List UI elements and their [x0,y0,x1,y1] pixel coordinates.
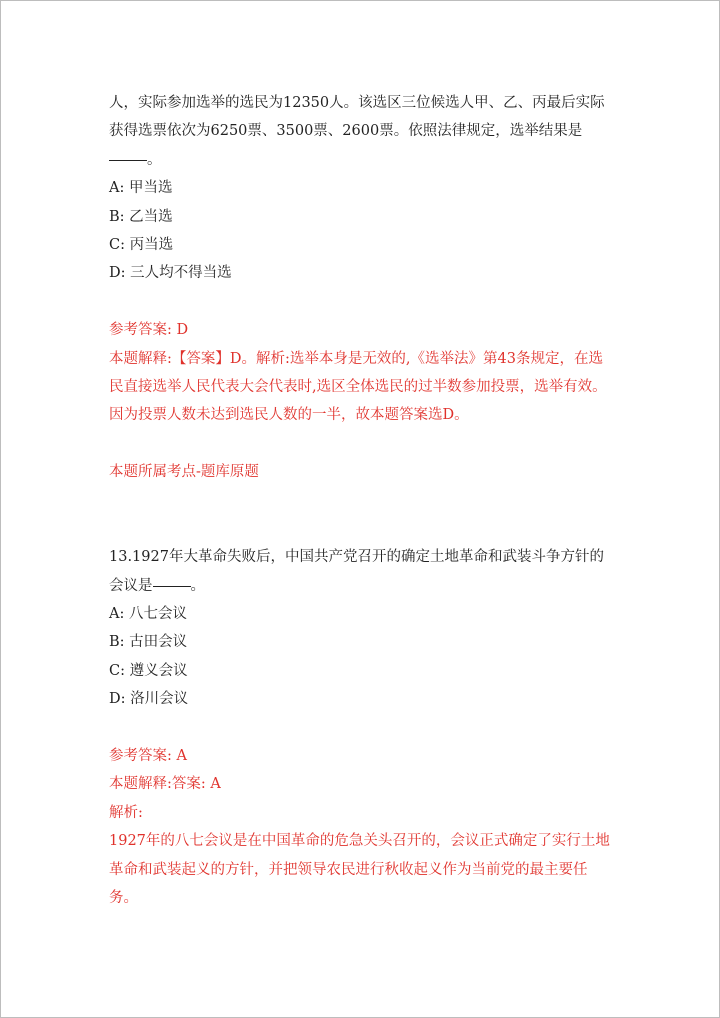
q12-stem-line-2: 获得选票依次为6250票、3500票、2600票。依照法律规定，选举结果是 [109,123,583,140]
q13-option-c: C: 遵义会议 [109,662,188,679]
document-content [109,89,619,912]
answer-blank [153,585,191,587]
q12-explanation-line-3: 因为投票人数未达到选民人数的一半，故本题答案选D。 [109,407,469,424]
q12-option-c: C: 丙当选 [109,236,174,253]
q12-explanation-line-1: 本题解释:【答案】D。解析:选举本身是无效的,《选举法》第43条规定，在选 [109,350,603,367]
q12-stem-end: 。 [147,151,162,168]
q13-stem-line-2 [109,572,619,600]
q12-explanation-line-2: 民直接选举人民代表大会代表时,选区全体选民的过半数参加投票，选举有效。 [109,378,607,395]
q13-analysis-line-1: 1927年的八七会议是在中国革命的危急关头召开的，会议正式确定了实行土地 [109,833,610,850]
q12-stem-line-1: 人，实际参加选举的选民为12350人。该选区三位候选人甲、乙、丙最后实际 [109,95,605,111]
q13-option-a: A: 八七会议 [109,606,187,623]
q13-option-b: B: 古田会议 [109,634,188,651]
q12-option-a: A: 甲当选 [109,180,173,197]
q13-analysis-line-2: 革命和武装起义的方针，并把领导农民进行秋收起义作为当前党的最主要任 [109,861,588,878]
q12-option-b: B: 乙当选 [109,208,173,225]
q13-analysis-line-3: 务。 [109,889,138,906]
q13-option-d: D: 洛川会议 [109,691,189,708]
q12-answer: 参考答案: D [109,322,189,339]
q13-stem-line-1: 13.1927年大革命失败后，中国共产党召开的确定土地革命和武装斗争方针的 [109,549,604,566]
q12-stem-line-3 [109,146,619,174]
q13-analysis-label: 解析: [109,804,143,821]
answer-blank [109,159,147,161]
q12-option-d: D: 三人均不得当选 [109,265,232,282]
q13-answer: 参考答案: A [109,748,187,764]
q12-source: 本题所属考点-题库原题 [109,464,259,481]
q13-stem-end: 。 [190,577,205,594]
q13-explanation-head: 本题解释:答案: A [109,776,221,793]
q13-stem-text: 会议是 [109,577,153,594]
